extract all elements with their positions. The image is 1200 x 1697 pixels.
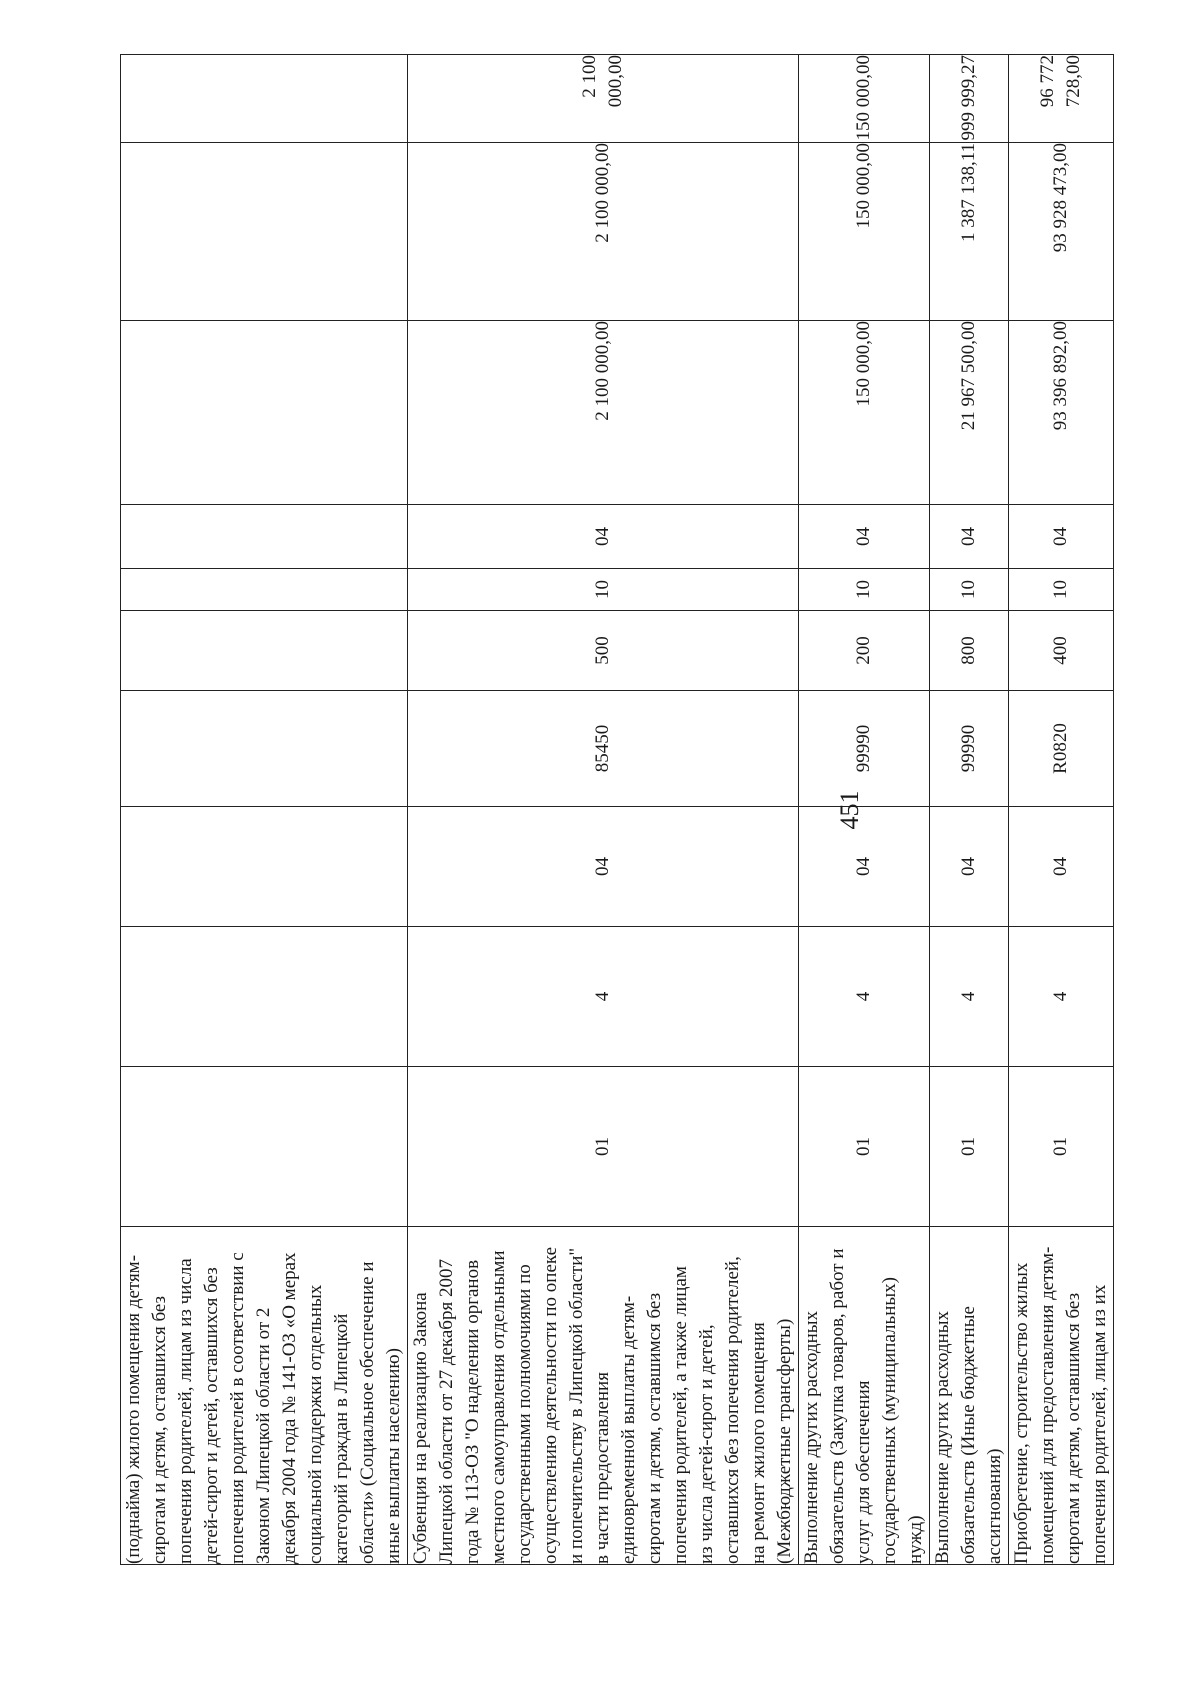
description-line: года № 113-ОЗ "О наделении органов	[462, 1259, 483, 1564]
description-line: единовременной выплаты детям-	[618, 1295, 639, 1564]
amount-1-cell: 2 100 000,00	[408, 321, 799, 505]
program-code-cell	[121, 927, 408, 1067]
division-cell: 10	[1009, 569, 1114, 611]
section-code-cell	[121, 1067, 408, 1227]
description-line: оставшихся без попечения родителей,	[722, 1256, 743, 1564]
expense-type-cell: 200	[799, 611, 930, 691]
table-row	[1009, 55, 1114, 1565]
expense-type-cell: 400	[1009, 611, 1114, 691]
description-line: ассигнования)	[984, 1448, 1005, 1564]
description-line: из числа детей-сирот и детей,	[696, 1324, 717, 1564]
division-cell: 10	[408, 569, 799, 611]
description-line: области» (Социальное обеспечение и	[357, 1261, 378, 1564]
description-line: (поднайма) жилого помещения детям-	[123, 1254, 144, 1564]
description-line: услуг для обеспечения	[853, 1380, 874, 1564]
description-line: сиротам и детям, оставшимся без	[644, 1292, 665, 1564]
description-line: обязательств (Закупка товаров, работ и	[827, 1248, 848, 1564]
amount-1-cell: 21 967 500,00	[930, 321, 1009, 505]
subprogram-code-cell: 04	[799, 807, 930, 927]
description-cell	[121, 1227, 408, 1565]
description-cell	[930, 1227, 1009, 1565]
expense-type-cell: 500	[408, 611, 799, 691]
budget-table	[120, 54, 1114, 1565]
amount-1-cell: 93 396 892,00	[1009, 321, 1114, 505]
description-line: сиротам и детям, оставшихся без	[149, 1295, 170, 1564]
description-line: попечения родителей, лицам из числа	[175, 1258, 196, 1564]
subdivision-cell: 04	[408, 505, 799, 569]
description-line: государственных (муниципальных)	[879, 1277, 900, 1564]
description-line: помещений для предоставления детям-	[1037, 1246, 1058, 1564]
program-code-cell: 4	[1009, 927, 1114, 1067]
description-line: категорий граждан в Липецкой	[331, 1313, 352, 1564]
amount-2-cell: 2 100 000,00	[408, 143, 799, 321]
description-line: попечения родителей в соответствии с	[227, 1252, 248, 1564]
amount-2-cell: 150 000,00	[799, 143, 930, 321]
table-row	[121, 55, 408, 1565]
amount-3-cell	[121, 55, 408, 143]
amount-2-cell: 1 387 138,11	[930, 143, 1009, 321]
table-row	[408, 55, 799, 1565]
amount-3-cell: 999 999,27	[930, 55, 1009, 143]
amount-3-cell: 96 772 728,00	[1009, 55, 1114, 143]
program-code-cell: 4	[930, 927, 1009, 1067]
description-line: и попечительству в Липецкой области"	[566, 1247, 587, 1564]
amount-2-cell	[121, 143, 408, 321]
table-body	[121, 55, 1114, 1565]
description-line: сиротам и детям, оставшимся без	[1063, 1292, 1084, 1564]
description-line: обязательств (Иные бюджетные	[958, 1306, 979, 1564]
description-cell	[408, 1227, 799, 1565]
division-cell: 10	[930, 569, 1009, 611]
section-code-cell: 01	[1009, 1067, 1114, 1227]
page-number: 451	[835, 790, 864, 830]
subdivision-cell: 04	[799, 505, 930, 569]
section-code-cell: 01	[799, 1067, 930, 1227]
subprogram-code-cell: 04	[930, 807, 1009, 927]
amount-1-cell: 150 000,00	[799, 321, 930, 505]
description-line: Липецкой области от 27 декабря 2007	[436, 1259, 457, 1564]
description-line: нужд)	[905, 1515, 926, 1564]
description-line: попечения родителей, а также лицам	[670, 1266, 691, 1564]
description-line: Законом Липецкой области от 2	[253, 1307, 274, 1564]
table-row	[930, 55, 1009, 1565]
target-article-cell: 85450	[408, 691, 799, 807]
target-article-cell: 99990	[799, 691, 930, 807]
target-article-cell: 99990	[930, 691, 1009, 807]
description-line: иные выплаты населению)	[383, 1348, 404, 1564]
description-line: детей-сирот и детей, оставшихся без	[201, 1267, 222, 1564]
amount-1-cell	[121, 321, 408, 505]
rotated-content	[120, 55, 1110, 1565]
division-cell	[121, 569, 408, 611]
expense-type-cell: 800	[930, 611, 1009, 691]
amount-3-cell: 2 100 000,00	[408, 55, 799, 143]
target-article-cell	[121, 691, 408, 807]
description-line: Субвенция на реализацию Закона	[410, 1292, 431, 1564]
subdivision-cell	[121, 505, 408, 569]
subprogram-code-cell: 04	[1009, 807, 1114, 927]
program-code-cell: 4	[799, 927, 930, 1067]
subprogram-code-cell: 04	[408, 807, 799, 927]
subprogram-code-cell	[121, 807, 408, 927]
section-code-cell: 01	[408, 1067, 799, 1227]
description-line: социальной поддержки отдельных	[305, 1284, 326, 1564]
description-line: попечения родителей, лицам из их	[1089, 1284, 1110, 1564]
section-code-cell: 01	[930, 1067, 1009, 1227]
program-code-cell: 4	[408, 927, 799, 1067]
division-cell: 10	[799, 569, 930, 611]
description-line: на ремонт жилого помещения	[748, 1322, 769, 1564]
subdivision-cell: 04	[930, 505, 1009, 569]
subdivision-cell: 04	[1009, 505, 1114, 569]
description-line: Приобретение, строительство жилых	[1011, 1262, 1032, 1564]
description-line: местного самоуправления отдельными	[488, 1250, 509, 1564]
description-line: государственными полномочиями по	[514, 1264, 535, 1564]
description-line: декабря 2004 года № 141-ОЗ «О мерах	[279, 1252, 300, 1564]
description-cell	[1009, 1227, 1114, 1565]
description-line: Выполнение других расходных	[801, 1310, 822, 1564]
description-line: Выполнение других расходных	[932, 1310, 953, 1564]
expense-type-cell	[121, 611, 408, 691]
amount-2-cell: 93 928 473,00	[1009, 143, 1114, 321]
target-article-cell: R0820	[1009, 691, 1114, 807]
description-line: осуществлению деятельности по опеке	[540, 1246, 561, 1564]
description-line: (Межбюджетные трансферты)	[774, 1318, 795, 1564]
amount-3-cell: 150 000,00	[799, 55, 930, 143]
description-line: в части предоставления	[592, 1372, 613, 1564]
